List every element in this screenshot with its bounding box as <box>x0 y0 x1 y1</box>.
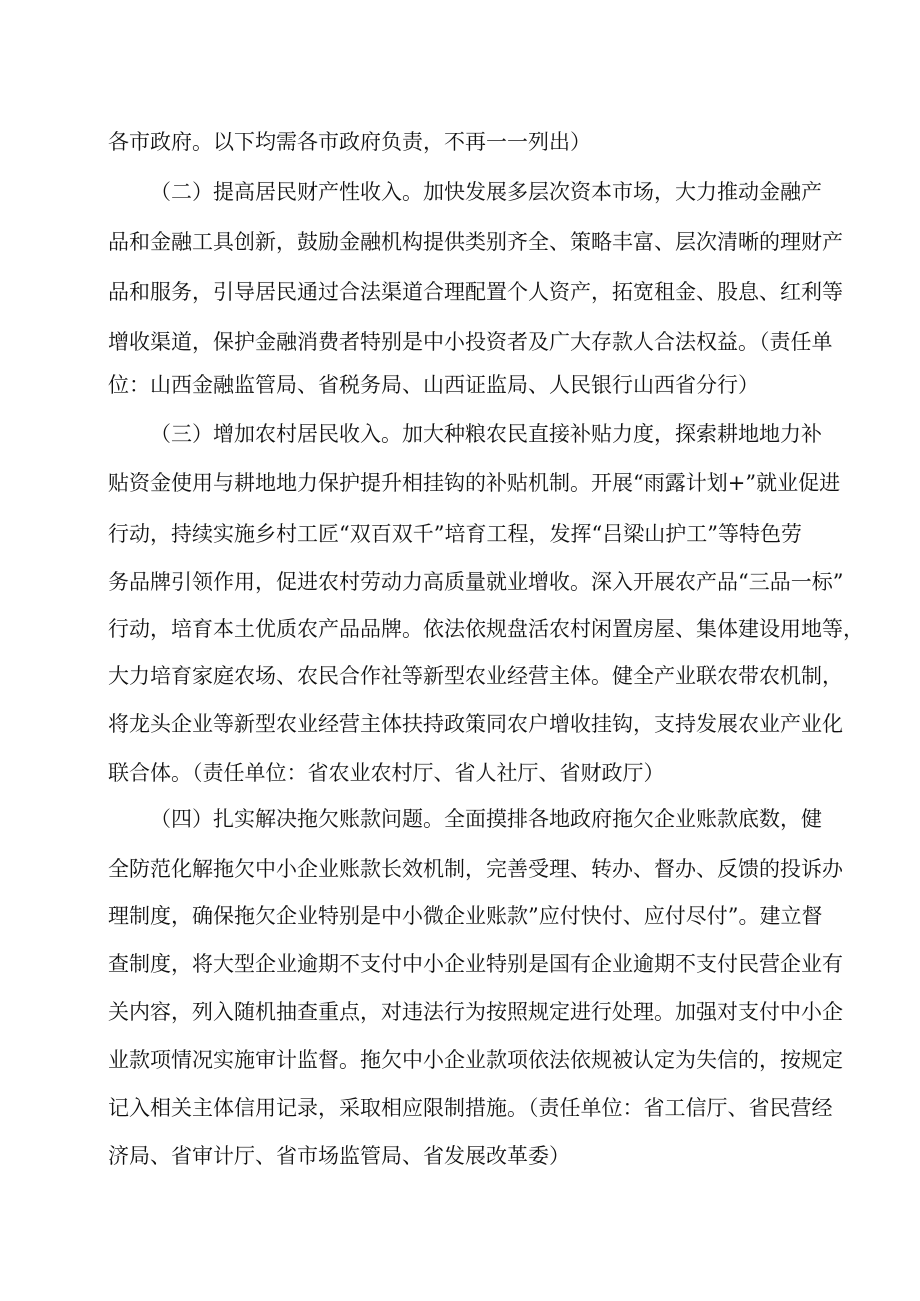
text-line: 行动，培育本土优质农产品品牌。依法依规盘活农村闲置房屋、集体建设用地等， <box>108 617 864 641</box>
text-line: 业款项情况实施审计监督。拖欠中小企业款项依法依规被认定为失信的，按规定 <box>108 1048 843 1072</box>
text-line: 记入相关主体信用记录，采取相应限制措施。（责任单位：省工信厅、省民营经 <box>108 1096 833 1120</box>
text-line: 务品牌引领作用，促进农村劳动力高质量就业增收。深入开展农产品“三品一标” <box>108 570 844 594</box>
text-line: 各市政府。以下均需各市政府负责，不再一一列出） <box>108 130 591 154</box>
text-line: 联合体。（责任单位：省农业农村厅、省人社厅、省财政厅） <box>108 761 665 785</box>
text-line: 查制度，将大型企业逾期不支付中小企业特别是国有企业逾期不支付民营企业有 <box>108 952 843 976</box>
text-line: 将龙头企业等新型农业经营主体扶持政策同农户增收挂钩，支持发展农业产业化 <box>108 712 843 736</box>
paragraph-4-heading-line: （四）扎实解决拖欠账款问题。全面摸排各地政府拖欠企业账款底数，健 <box>150 807 822 831</box>
text-line: 关内容，列入随机抽查重点，对违法行为按照规定进行处理。加强对支付中小企 <box>108 1000 843 1024</box>
paragraph-3-heading-line: （三）增加农村居民收入。加大种粮农民直接补贴力度，探索耕地地力补 <box>150 422 822 446</box>
text-line: 全防范化解拖欠中小企业账款长效机制，完善受理、转办、督办、反馈的投诉办 <box>108 857 843 881</box>
text-line: 理制度，确保拖欠企业特别是中小微企业账款”应付快付、应付尽付”。建立督 <box>108 904 823 928</box>
text-line: 品和服务，引导居民通过合法渠道合理配置个人资产，拓宽租金、股息、红利等 <box>108 280 843 304</box>
text-line: 贴资金使用与耕地地力保护提升相挂钩的补贴机制。开展“雨露计划+”就业促进 <box>108 471 841 495</box>
text-line: 行动，持续实施乡村工匠“双百双千”培育工程，发挥“吕梁山护工”等特色劳 <box>108 522 802 546</box>
text-line: 品和金融工具创新，鼓励金融机构提供类别齐全、策略丰富、层次清晰的理财产 <box>108 230 843 254</box>
text-line: 位：山西金融监管局、省税务局、山西证监局、人民银行山西省分行） <box>108 373 759 397</box>
text-line: 增收渠道，保护金融消费者特别是中小投资者及广大存款人合法权益。（责任单 <box>108 330 833 354</box>
text-line: 济局、省审计厅、省市场监管局、省发展改革委） <box>108 1144 570 1168</box>
text-line: 大力培育家庭农场、农民合作社等新型农业经营主体。健全产业联农带农机制， <box>108 664 843 688</box>
paragraph-2-heading-line: （二）提高居民财产性收入。加快发展多层次资本市场，大力推动金融产 <box>150 180 822 204</box>
